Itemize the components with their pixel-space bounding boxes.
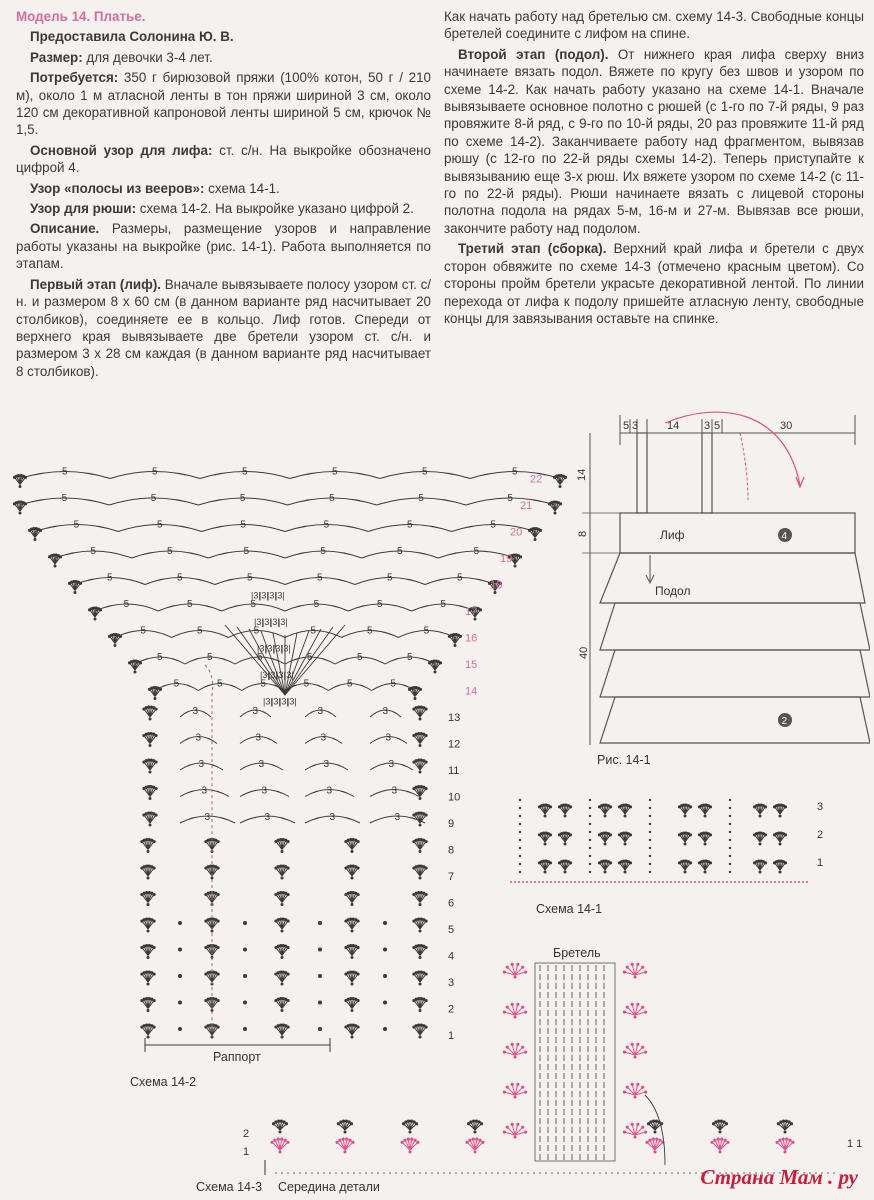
dim-top-4: 5 — [714, 420, 721, 432]
skirt-marker-number: 2 — [781, 716, 788, 727]
svg-text:|3|: |3| — [281, 643, 291, 654]
fan-symbol — [618, 831, 632, 845]
fan-symbol — [274, 917, 289, 932]
svg-text:5: 5 — [250, 599, 256, 610]
svg-text:5: 5 — [507, 493, 513, 504]
svg-text:|3|: |3| — [276, 670, 286, 680]
fan-symbol — [48, 553, 62, 567]
strap-right — [702, 433, 712, 513]
fan-symbol — [142, 732, 157, 747]
svg-text:5: 5 — [422, 466, 428, 478]
skirt-tier-2 — [600, 603, 870, 650]
fan-symbol — [678, 803, 692, 817]
row-number-9: 9 — [448, 818, 455, 830]
fan-symbol — [598, 803, 612, 817]
svg-text:3: 3 — [264, 812, 271, 823]
svg-text:3: 3 — [192, 706, 199, 717]
fan-symbol — [466, 1138, 485, 1154]
svg-text:|3|: |3| — [268, 670, 278, 680]
svg-text:5: 5 — [152, 466, 158, 478]
fan-symbol — [140, 944, 155, 959]
svg-text:5: 5 — [310, 625, 316, 637]
fan-symbol — [528, 527, 542, 541]
svg-text:|3|: |3| — [271, 696, 281, 707]
fan-symbol — [88, 606, 102, 620]
svg-text:5: 5 — [177, 572, 183, 584]
svg-text:5: 5 — [490, 519, 496, 531]
fan-symbol — [204, 864, 219, 879]
fan-symbol — [773, 859, 787, 873]
scheme-14-1-row-2: 2 — [817, 829, 824, 841]
fan-symbol — [503, 963, 527, 979]
stage1-paragraph: Первый этап (лиф). Вначале вывязываете полосу узором ст. с/н. и размером 8 х 60 см (в данном варианте ряд насчитывает 20 столбиков), соединяете ее в кольцо. Лиф готов. Спереди от верхнего края вывязываете две бретели узором ст. с/н. и размером 3 х 28 см каждая (в данном варианте ряд насчитывает 8 столбиков). — [16, 276, 432, 379]
fan-symbol — [598, 859, 612, 873]
svg-text:5: 5 — [260, 678, 266, 690]
row-number-20: 20 — [510, 526, 523, 539]
svg-text:5: 5 — [329, 493, 335, 504]
svg-text:|3|: |3| — [273, 643, 283, 654]
main-pattern-paragraph: Основной узор для лифа: ст. с/н. На выкройке обозначено цифрой 4. — [16, 142, 432, 176]
dim-side-1: 8 — [577, 530, 589, 537]
fan-symbol — [448, 633, 462, 647]
fan-symbol — [598, 831, 612, 845]
svg-text:5: 5 — [473, 546, 480, 557]
fan-symbol — [271, 1138, 290, 1154]
svg-text:5: 5 — [207, 652, 213, 663]
svg-text:5: 5 — [423, 625, 430, 637]
row-number-22: 22 — [530, 473, 543, 486]
fan-symbol — [623, 1003, 647, 1019]
row-number-17: 17 — [465, 606, 478, 618]
skirt-tier-3 — [600, 650, 870, 697]
svg-text:3: 3 — [394, 812, 401, 823]
row-number-15: 15 — [465, 659, 478, 671]
fan-symbol — [142, 705, 157, 720]
svg-text:|3|: |3| — [278, 617, 288, 627]
svg-text:5: 5 — [253, 625, 260, 637]
svg-text:|3|: |3| — [254, 617, 264, 627]
row-number-11: 11 — [448, 765, 460, 777]
fan-symbol — [412, 917, 427, 932]
fan-symbol — [412, 732, 427, 747]
fan-symbol — [412, 758, 427, 773]
fan-symbol — [623, 1043, 647, 1059]
svg-text:3: 3 — [320, 732, 327, 744]
svg-text:5: 5 — [239, 493, 246, 504]
svg-text:3: 3 — [198, 759, 205, 770]
intro-paragraph: Как начать работу над бретелью см. схему 14-3. Свободные концы бретелей соедините с лифом на спине. — [444, 9, 864, 42]
dim-side-2: 40 — [578, 646, 590, 659]
scheme-14-3-row-1: 1 — [243, 1146, 250, 1158]
fan-symbol — [678, 831, 692, 845]
svg-text:5: 5 — [317, 572, 323, 584]
dim-top-3: 3 — [704, 420, 711, 432]
fan-symbol — [558, 859, 572, 873]
scheme-14-3-caption: Схема 14-3 — [196, 1180, 263, 1194]
fan-symbol — [142, 811, 157, 826]
fan-symbol — [773, 803, 787, 817]
scheme-14-3-row-2: 2 — [243, 1128, 250, 1140]
svg-text:5: 5 — [197, 625, 203, 637]
fan-symbol — [13, 474, 27, 488]
svg-text:5: 5 — [323, 519, 330, 531]
scheme-14-1-caption: Схема 14-1 — [536, 902, 603, 916]
row-number-14: 14 — [465, 685, 478, 698]
skirt-label: Подол — [655, 584, 691, 598]
bodice-marker-number: 4 — [781, 531, 788, 542]
svg-text:3: 3 — [388, 759, 395, 770]
svg-text:3: 3 — [201, 785, 208, 797]
stage2-paragraph: Второй этап (подол). От нижнего края лифа сверху вниз начинаете вязать подол. Вяжете по кругу без швов и узором по схеме 14-2. Как начать работу указано на схеме 14-1. Вначале вывязываете основное полотно с рюшей (с 1-го по 7-й ряды, 9 раз провяжите 8-й ряд, с 9-го по 10-й ряды, 20 раз провяжите 11-й ряд по схеме 14-2). Заканчиваете работу над фрагментом, вывязав рюшу (с 12-го по 22-й ряды схемы 14-2). Теперь приступайте к вывязыванию еще 3-х рюш. Их вяжете узором по схеме 14-2 (с 11-го по 22-й ряды). Рюши начинаете вязать с лицевой стороны полотна подола на рядах 5-м, 16-м и 27-м. Вывязав все рюши, закончите работу над подолом. — [444, 46, 864, 236]
fan-symbol — [402, 1120, 418, 1134]
right-text-column — [444, 8, 864, 330]
fan-symbol — [274, 864, 289, 879]
fan-symbol — [140, 1023, 155, 1038]
strap-label: Бретель — [553, 946, 601, 960]
fan-symbol — [344, 838, 359, 853]
svg-text:5: 5 — [307, 652, 313, 663]
size-line: Размер: для девочки 3-4 лет. — [30, 49, 213, 65]
scheme-14-3-marks — [271, 963, 835, 1173]
svg-text:5: 5 — [347, 678, 353, 690]
fan-symbol — [128, 659, 142, 673]
svg-text:|3|: |3| — [262, 617, 272, 627]
svg-text:5: 5 — [457, 572, 463, 584]
fan-symbol — [558, 803, 572, 817]
svg-text:|3|: |3| — [263, 696, 273, 707]
svg-text:3: 3 — [323, 759, 330, 770]
fan-symbol — [344, 917, 359, 932]
svg-text:5: 5 — [257, 652, 263, 663]
fan-symbol — [68, 580, 82, 594]
svg-text:3: 3 — [258, 759, 265, 770]
fan-symbol — [142, 758, 157, 773]
svg-text:5: 5 — [332, 466, 338, 478]
fan-symbol — [548, 500, 562, 514]
fan-symbol — [623, 963, 647, 979]
fan-symbol — [272, 1120, 288, 1134]
fan-symbol — [142, 785, 157, 800]
fan-symbol — [538, 803, 552, 817]
row-number-12: 12 — [448, 738, 461, 751]
skirt-tier-4 — [600, 697, 870, 743]
fan-symbol — [467, 1120, 483, 1134]
fan-symbol — [623, 1123, 647, 1139]
svg-text:5: 5 — [440, 599, 446, 610]
fan-symbol — [503, 1083, 527, 1099]
svg-text:|3|: |3| — [257, 643, 267, 654]
fan-symbol — [753, 831, 767, 845]
fan-symbol — [401, 1138, 420, 1154]
svg-text:5: 5 — [377, 599, 383, 610]
fan-symbol — [777, 1120, 793, 1134]
fan-symbol — [13, 500, 27, 514]
svg-text:|3|: |3| — [275, 590, 285, 601]
svg-text:5: 5 — [240, 519, 246, 531]
fan-pattern-line: Узор «полосы из вееров»: схема 14-1. — [30, 180, 280, 196]
strap-left — [637, 433, 647, 513]
dim-side-0: 14 — [576, 468, 588, 481]
svg-text:5: 5 — [313, 599, 320, 610]
fan-symbol — [618, 803, 632, 817]
scheme-14-1-marks — [519, 799, 787, 874]
pattern-14-1-drawing — [570, 405, 870, 775]
svg-text:5: 5 — [123, 599, 130, 610]
svg-text:5: 5 — [167, 546, 173, 557]
fan-symbol — [698, 859, 712, 873]
svg-text:5: 5 — [397, 546, 403, 557]
fan-symbol — [412, 838, 427, 853]
svg-text:5: 5 — [217, 678, 223, 690]
fan-symbol — [336, 1138, 355, 1154]
svg-text:5: 5 — [157, 652, 163, 663]
bodice-rect — [620, 513, 855, 553]
svg-text:|3|: |3| — [260, 670, 270, 680]
row-number-3: 3 — [448, 977, 455, 989]
svg-text:5: 5 — [73, 519, 80, 531]
row-number-1: 1 — [448, 1030, 455, 1042]
fan-symbol — [337, 1120, 353, 1134]
svg-text:5: 5 — [62, 466, 68, 478]
svg-text:5: 5 — [173, 678, 180, 690]
row-number-18: 18 — [490, 579, 503, 592]
svg-text:5: 5 — [90, 546, 96, 557]
fan-symbol — [412, 891, 427, 906]
svg-text:|3|: |3| — [251, 590, 261, 601]
fan-symbol — [140, 997, 155, 1012]
svg-text:5: 5 — [367, 625, 373, 637]
fan-symbol — [412, 705, 427, 720]
row-number-21: 21 — [520, 500, 533, 512]
svg-text:3: 3 — [195, 732, 202, 744]
row-number-4: 4 — [448, 950, 455, 963]
svg-text:3: 3 — [391, 785, 398, 797]
fan-symbol — [712, 1120, 728, 1134]
fan-symbol — [140, 917, 155, 932]
svg-text:5: 5 — [512, 466, 518, 478]
fan-symbol — [140, 891, 155, 906]
fan-symbol — [274, 838, 289, 853]
row-number-19: 19 — [500, 553, 513, 565]
svg-text:5: 5 — [157, 519, 163, 531]
fan-symbol — [140, 970, 155, 985]
fan-symbol — [773, 831, 787, 845]
svg-text:3: 3 — [385, 732, 392, 744]
svg-text:5: 5 — [320, 546, 326, 557]
dim-top-0: 5 — [623, 420, 630, 432]
fan-symbol — [503, 1003, 527, 1019]
svg-text:5: 5 — [407, 652, 413, 663]
dim-top-5: 30 — [780, 420, 793, 432]
svg-text:|3|: |3| — [259, 590, 269, 601]
fan-symbol — [140, 864, 155, 879]
row-number-6: 6 — [448, 897, 455, 910]
svg-text:3: 3 — [326, 785, 333, 797]
svg-text:5: 5 — [140, 625, 146, 637]
fan-symbol — [274, 891, 289, 906]
scheme-14-1-row-1: 1 — [817, 857, 824, 869]
svg-text:5: 5 — [418, 493, 424, 504]
fan-symbol — [204, 917, 219, 932]
svg-text:5: 5 — [61, 493, 68, 504]
fan-symbol — [428, 659, 442, 673]
fan-symbol — [28, 527, 42, 541]
fan-symbol — [412, 785, 427, 800]
model-title: Модель 14. Платье. — [16, 9, 146, 24]
fan-symbol — [698, 831, 712, 845]
svg-text:3: 3 — [382, 706, 389, 717]
skirt-tier-1 — [600, 553, 865, 603]
svg-text:|3|: |3| — [265, 643, 275, 654]
svg-text:5: 5 — [242, 466, 248, 478]
svg-text:5: 5 — [407, 519, 413, 531]
fan-symbol — [408, 686, 422, 700]
fan-symbol — [753, 859, 767, 873]
svg-text:|3|: |3| — [267, 590, 277, 601]
row-number-10: 10 — [448, 791, 461, 804]
svg-text:3: 3 — [252, 706, 259, 717]
bodice-label: Лиф — [660, 528, 685, 542]
fan-symbol — [344, 891, 359, 906]
dim-top-1: 3 — [632, 420, 639, 432]
scheme-14-1-chart — [505, 790, 845, 895]
fan-symbol — [776, 1138, 795, 1154]
materials-paragraph: Потребуется: 350 г бирюзовой пряжи (100% котон, 50 г / 210 м), около 1 м атласной ленты в тон пряжи шириной 3 см, около 120 см декоративной капроновой ленты шириной 5 см, крючок № 1,5. — [16, 70, 431, 138]
svg-text:3: 3 — [255, 732, 262, 744]
fan-symbol — [412, 864, 427, 879]
stage3-paragraph: Третий этап (сборка). Верхний край лифа и бретели с двух сторон обвяжите по схеме 14-3 (отмечено красным цветом). Со стороны пройм бретели украсьте декоративной лентой. По линии перехода от лифа к подолу пришейте атласную ленту, свободные концы для завязывания оставьте на спинке. — [444, 241, 864, 326]
svg-text:5: 5 — [387, 572, 393, 584]
fan-symbol — [503, 1043, 527, 1059]
fan-symbol — [558, 831, 572, 845]
ruffle-pattern-line: Узор для рюши: схема 14-2. На выкройке указано цифрой 2. — [30, 201, 414, 217]
scheme-14-1-row-3: 3 — [817, 801, 824, 813]
description-paragraph: Описание. Размеры, размещение узоров и направление работы указаны на выкройке (рис. 14-1). Работа выполняется по этапам. — [16, 221, 431, 272]
pattern-14-1-caption: Рис. 14-1 — [597, 753, 651, 767]
scheme-14-2-caption: Схема 14-2 — [130, 1075, 197, 1089]
dim-top-2: 14 — [667, 420, 680, 432]
svg-text:3: 3 — [204, 812, 211, 823]
svg-text:5: 5 — [243, 546, 250, 557]
scheme-14-3-right-marks: 1 1 — [847, 1138, 863, 1150]
svg-text:5: 5 — [390, 678, 396, 690]
watermark: Страна Мам . ру — [700, 1165, 858, 1189]
fan-symbol — [711, 1138, 730, 1154]
fan-symbol — [344, 864, 359, 879]
row-number-16: 16 — [465, 632, 478, 645]
svg-text:|3|: |3| — [287, 696, 297, 707]
svg-text:|3|: |3| — [284, 670, 294, 680]
svg-text:5: 5 — [187, 599, 193, 610]
center-label: Середина детали — [278, 1180, 380, 1194]
fan-symbol — [538, 859, 552, 873]
svg-text:5: 5 — [303, 678, 310, 690]
author-line: Предоставила Солонина Ю. В. — [30, 29, 234, 45]
repeat-label: Раппорт — [213, 1050, 261, 1064]
svg-text:5: 5 — [107, 572, 113, 584]
left-text-column — [16, 8, 431, 383]
row-number-5: 5 — [448, 924, 455, 936]
fan-symbol — [698, 803, 712, 817]
svg-text:3: 3 — [329, 812, 336, 823]
svg-text:5: 5 — [247, 572, 253, 584]
fan-symbol — [646, 1138, 665, 1154]
fan-symbol — [148, 686, 162, 700]
fan-symbol — [140, 838, 155, 853]
fan-symbol — [538, 831, 552, 845]
row-number-2: 2 — [448, 1003, 455, 1016]
scheme-14-3-chart — [235, 945, 865, 1175]
svg-text:3: 3 — [261, 785, 268, 797]
svg-text:5: 5 — [357, 652, 363, 663]
row-number-8: 8 — [448, 844, 455, 857]
fan-symbol — [503, 1123, 527, 1139]
svg-text:|3|: |3| — [279, 696, 289, 707]
row-number-13: 13 — [448, 712, 461, 724]
svg-text:3: 3 — [317, 706, 324, 717]
svg-text:5: 5 — [150, 493, 157, 504]
fan-symbol — [623, 1083, 647, 1099]
fan-symbol — [553, 474, 567, 488]
fan-symbol — [678, 859, 692, 873]
fan-symbol — [618, 859, 632, 873]
fan-symbol — [108, 633, 122, 647]
fan-symbol — [753, 803, 767, 817]
row-number-7: 7 — [448, 871, 455, 883]
svg-text:|3|: |3| — [270, 617, 280, 627]
